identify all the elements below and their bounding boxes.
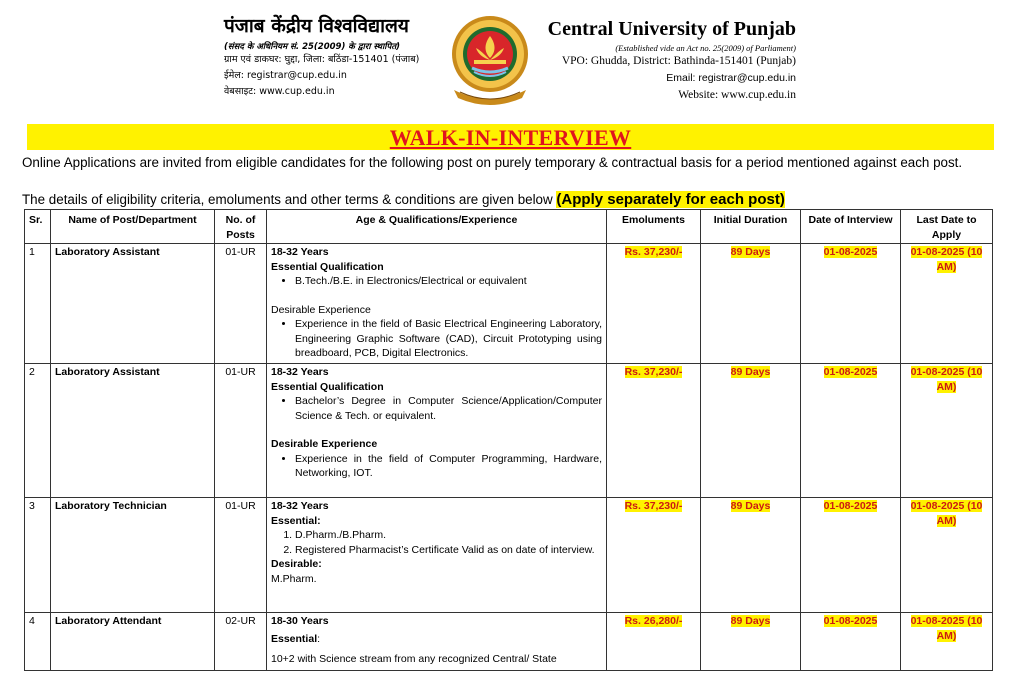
header-post-name: Name of Post/Department — [51, 210, 215, 244]
essential-list — [271, 394, 602, 423]
last-date-value: 01-08-2025 (10 AM) — [910, 500, 983, 527]
website-english: Website: www.cup.edu.in — [678, 89, 796, 101]
emoluments-value: Rs. 37,230/- — [624, 500, 683, 512]
details-sentence: The details of eligibility criteria, emoluments and other terms & conditions are given below — [22, 192, 553, 207]
table-header-row — [25, 210, 993, 244]
header-last-date: Last Date to Apply — [901, 210, 993, 244]
duration-value: 89 Days — [730, 246, 771, 258]
address-english: VPO: Ghudda, District: Bathinda-151401 (Punjab) — [561, 55, 796, 67]
header-initial-duration: Initial Duration — [701, 210, 801, 244]
essential-suffix: : — [317, 632, 321, 645]
row-emoluments — [607, 244, 701, 364]
duration-value: 89 Days — [730, 500, 771, 512]
table-row — [25, 364, 993, 498]
university-name-hindi: पंजाब केंद्रीय विश्वविद्यालय — [224, 15, 409, 37]
age-range: 18-32 Years — [271, 500, 329, 512]
list-item: • Experience in the field of Computer Programming, Hardware, Networking, IOT. — [295, 452, 602, 481]
row-no-of-posts: 02-UR — [215, 613, 267, 671]
age-range: 18-30 Years — [271, 615, 329, 627]
email-english: Email: registrar@cup.edu.in — [666, 72, 796, 84]
essential-label: Essential: — [271, 514, 321, 527]
table-row — [25, 498, 993, 613]
row-qualifications — [267, 244, 607, 364]
email-hindi: ईमेल: registrar@cup.edu.in — [224, 70, 347, 81]
header-hindi — [224, 14, 454, 100]
essential-label: Essential — [271, 632, 318, 645]
list-item: 1. D.Pharm./B.Pharm. — [295, 528, 602, 543]
row-no-of-posts: 01-UR — [215, 244, 267, 364]
header-emoluments: Emoluments — [607, 210, 701, 244]
header-qualifications: Age & Qualifications/Experience — [267, 210, 607, 244]
details-text — [22, 191, 1002, 208]
desirable-label: Desirable Experience — [271, 438, 378, 450]
interview-date-value: 01-08-2025 — [823, 366, 878, 378]
row-qualifications — [267, 613, 607, 671]
last-date-value: 01-08-2025 (10 AM) — [910, 615, 983, 642]
row-duration — [701, 613, 801, 671]
row-sr: 1 — [25, 244, 51, 364]
website-hindi: वेबसाइट: www.cup.edu.in — [224, 86, 335, 97]
intro-text: Online Applications are invited from eligible candidates for the following post on purely temporary & contractual basis for a period mentioned against each post. — [22, 155, 963, 170]
row-last-date — [901, 244, 993, 364]
row-last-date — [901, 498, 993, 613]
apply-separately-note: (Apply separately for each post) — [556, 191, 785, 208]
last-date-value: 01-08-2025 (10 AM) — [910, 246, 983, 273]
established-note-english: (Established vide an Act no. 25(2009) of Parliament) — [615, 43, 796, 53]
row-interview-date — [801, 244, 901, 364]
essential-text: 10+2 with Science stream from any recognized Central/ State — [271, 653, 557, 665]
row-post-name: Laboratory Assistant — [51, 364, 215, 498]
posts-table — [24, 209, 993, 671]
row-post-name: Laboratory Attendant — [51, 613, 215, 671]
header-date-of-interview: Date of Interview — [801, 210, 901, 244]
row-post-name: Laboratory Assistant — [51, 244, 215, 364]
essential-list — [271, 528, 602, 557]
row-emoluments — [607, 613, 701, 671]
desirable-text: M.Pharm. — [271, 572, 317, 585]
walk-in-interview-banner — [27, 124, 994, 150]
row-interview-date — [801, 613, 901, 671]
list-item: • Bachelor’s Degree in Computer Science/Application/Computer Science & Tech. or equivalent. — [295, 394, 602, 423]
essential-label: Essential Qualification — [271, 260, 384, 273]
university-name-english: Central University of Punjab — [547, 18, 796, 40]
row-sr: 4 — [25, 613, 51, 671]
row-last-date — [901, 364, 993, 498]
emoluments-value: Rs. 26,280/- — [624, 615, 683, 627]
row-interview-date — [801, 498, 901, 613]
address-hindi: ग्राम एवं डाकघर: घुद्दा, जिला: बठिंडा-151401 (पंजाब) — [224, 54, 420, 65]
row-last-date — [901, 613, 993, 671]
interview-date-value: 01-08-2025 — [823, 246, 878, 258]
row-qualifications — [267, 364, 607, 498]
row-sr: 3 — [25, 498, 51, 613]
row-sr: 2 — [25, 364, 51, 498]
list-item: • B.Tech./B.E. in Electronics/Electrical or equivalent — [295, 274, 602, 289]
desirable-list — [271, 317, 602, 361]
row-qualifications — [267, 498, 607, 613]
row-duration — [701, 244, 801, 364]
row-no-of-posts: 01-UR — [215, 364, 267, 498]
essential-line — [271, 632, 602, 647]
header-no-of-posts: No. of Posts — [215, 210, 267, 244]
age-range: 18-32 Years — [271, 366, 329, 378]
list-item: 2. Registered Pharmacist’s Certificate Valid as on date of interview. — [295, 543, 602, 558]
duration-value: 89 Days — [730, 615, 771, 627]
row-duration — [701, 498, 801, 613]
row-emoluments — [607, 364, 701, 498]
established-note-hindi: (संसद के अधिनियम सं. 25(2009) के द्वारा स्थापित) — [224, 42, 401, 52]
essential-list — [271, 274, 602, 289]
essential-label: Essential Qualification — [271, 380, 384, 393]
interview-date-value: 01-08-2025 — [823, 615, 878, 627]
row-interview-date — [801, 364, 901, 498]
desirable-list — [271, 452, 602, 481]
desirable-label: Desirable: — [271, 558, 322, 570]
banner-title: WALK-IN-INTERVIEW — [389, 125, 632, 150]
row-post-name: Laboratory Technician — [51, 498, 215, 613]
emoluments-value: Rs. 37,230/- — [624, 246, 683, 258]
table-row — [25, 613, 993, 671]
age-range: 18-32 Years — [271, 246, 329, 258]
list-item: • Experience in the field of Basic Electrical Engineering Laboratory, Engineering Graphic Software (CAD), Circuit Prototyping using breadboard, PCB, Digital Electronics. — [295, 317, 602, 361]
header-sr: Sr. — [25, 210, 51, 244]
interview-date-value: 01-08-2025 — [823, 500, 878, 512]
row-no-of-posts: 01-UR — [215, 498, 267, 613]
row-emoluments — [607, 498, 701, 613]
table-row — [25, 244, 993, 364]
emoluments-value: Rs. 37,230/- — [624, 366, 683, 378]
desirable-label: Desirable Experience — [271, 303, 371, 316]
row-duration — [701, 364, 801, 498]
last-date-value: 01-08-2025 (10 AM) — [910, 366, 983, 393]
duration-value: 89 Days — [730, 366, 771, 378]
header-english — [476, 17, 796, 104]
